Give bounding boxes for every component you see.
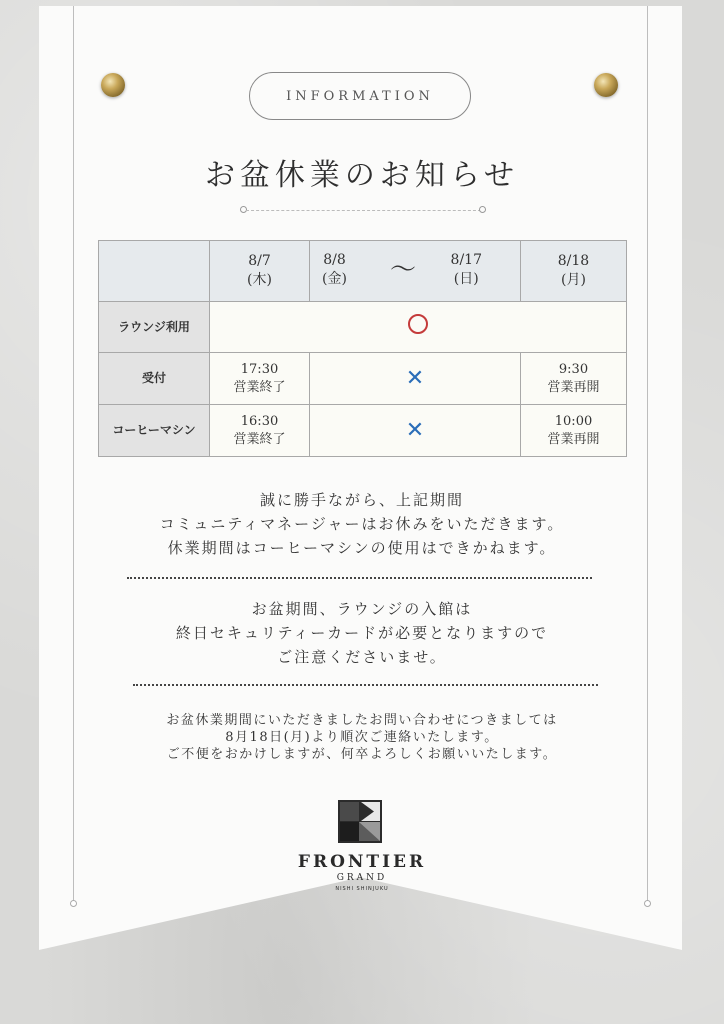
title-rule-right-dot bbox=[479, 206, 486, 213]
notice-line: お盆休業期間にいただきましたお問い合わせにつきましては bbox=[166, 713, 558, 728]
notice-paragraph-holiday bbox=[0, 488, 724, 560]
left-rail-end-dot bbox=[70, 900, 77, 907]
date-label: 8/18 bbox=[557, 253, 590, 270]
status-text: 営業再開 bbox=[547, 379, 600, 395]
row-label-lounge: ラウンジ利用 bbox=[99, 302, 210, 353]
time-text: 17:30 bbox=[240, 361, 279, 377]
notice-line: コミュニティマネージャーはお休みをいただきます。 bbox=[159, 515, 565, 533]
day-label: (木) bbox=[247, 272, 272, 288]
header-date-aug18 bbox=[521, 241, 627, 302]
date-label: 8/8 bbox=[323, 252, 346, 268]
notice-line: 誠に勝手ながら、上記期間 bbox=[259, 491, 464, 509]
time-text: 10:00 bbox=[554, 413, 593, 429]
dotted-divider bbox=[133, 684, 598, 686]
notice-line: 休業期間はコーヒーマシンの使用はできかねます。 bbox=[167, 539, 557, 557]
day-label: (日) bbox=[453, 270, 479, 287]
time-text: 9:30 bbox=[558, 361, 589, 377]
available-circle-icon bbox=[408, 314, 428, 334]
reception-before-cell bbox=[210, 353, 310, 405]
title-divider bbox=[246, 210, 481, 211]
brand-location: NISHI SHINJUKU bbox=[335, 886, 389, 892]
row-label-reception: 受付 bbox=[99, 353, 210, 405]
header-date-range bbox=[310, 241, 521, 302]
closed-cross-icon: ✕ bbox=[405, 365, 425, 391]
page-title: お盆休業のお知らせ bbox=[204, 158, 520, 193]
left-pin-icon bbox=[101, 73, 125, 97]
schedule-table bbox=[98, 240, 627, 457]
notice-line: ご注意くださいませ。 bbox=[277, 648, 447, 666]
range-separator: 〜 bbox=[390, 255, 417, 285]
coffee-after-cell bbox=[521, 405, 627, 457]
brand-subname: GRAND bbox=[336, 873, 388, 883]
right-pin-icon bbox=[594, 73, 618, 97]
day-label: (月) bbox=[561, 272, 586, 288]
right-rail-line bbox=[647, 6, 648, 902]
day-label: (金) bbox=[322, 270, 347, 287]
notice-line: 8月18日(月)より順次ご連絡いたします。 bbox=[225, 730, 499, 745]
table-row-coffee bbox=[99, 405, 627, 457]
notice-line: 終日セキュリティーカードが必要となりますので bbox=[175, 624, 549, 642]
notice-line: お盆期間、ラウンジの入館は bbox=[251, 600, 473, 618]
date-label: 8/17 bbox=[450, 252, 482, 268]
row-label-coffee: コーヒーマシン bbox=[99, 405, 210, 457]
brand-name: FRONTIER bbox=[297, 852, 427, 872]
notice-line: ご不便をおかけしますが、何卒よろしくお願いいたします。 bbox=[166, 747, 558, 762]
table-row-reception bbox=[99, 353, 627, 405]
left-rail-line bbox=[73, 6, 74, 902]
status-text: 営業終了 bbox=[233, 431, 286, 447]
header-date-aug7 bbox=[210, 241, 310, 302]
header-empty-cell bbox=[99, 241, 210, 302]
schedule-header-row bbox=[99, 241, 627, 302]
information-badge bbox=[249, 72, 471, 120]
coffee-closed-cell bbox=[310, 405, 521, 457]
lounge-available-cell bbox=[210, 302, 627, 353]
notice-paragraph-security bbox=[0, 597, 724, 669]
reception-after-cell bbox=[521, 353, 627, 405]
status-text: 営業終了 bbox=[233, 379, 286, 395]
coffee-before-cell bbox=[210, 405, 310, 457]
reception-closed-cell bbox=[310, 353, 521, 405]
status-text: 営業再開 bbox=[547, 431, 600, 447]
time-text: 16:30 bbox=[240, 413, 279, 429]
frontier-grand-logo-icon bbox=[338, 800, 382, 843]
dotted-divider bbox=[127, 577, 592, 579]
information-badge-label: INFORMATION bbox=[286, 88, 434, 104]
date-label: 8/7 bbox=[248, 253, 271, 270]
table-row-lounge bbox=[99, 302, 627, 353]
notice-paragraph-contact bbox=[0, 712, 724, 763]
closed-cross-icon: ✕ bbox=[405, 417, 425, 443]
right-rail-end-dot bbox=[644, 900, 651, 907]
